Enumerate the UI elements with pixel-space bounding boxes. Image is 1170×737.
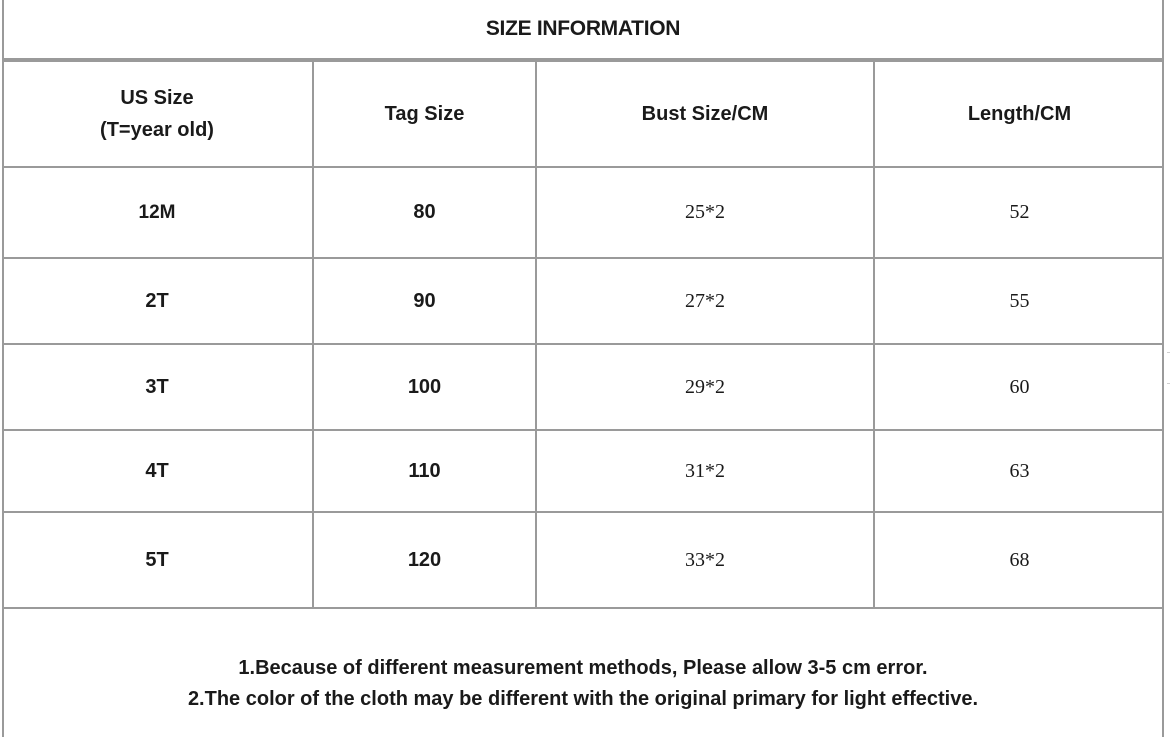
table-header-row [2,61,1164,167]
cell-us-size: 12M [2,167,313,258]
cell-length: 52 [874,167,1164,258]
table-row [2,344,1164,430]
cell-bust-size: 29*2 [536,344,874,430]
header-length: Length/CM [874,61,1164,167]
cell-length: 60 [874,344,1164,430]
header-tag-size: Tag Size [313,61,536,167]
cell-tag-size: 100 [313,344,536,430]
cell-us-size: 5T [2,512,313,608]
cell-us-size: 3T [2,344,313,430]
cell-tag-size: 110 [313,430,536,512]
cell-tag-size: 120 [313,512,536,608]
header-bust-size: Bust Size/CM [536,61,874,167]
cell-us-size: 4T [2,430,313,512]
cell-length: 68 [874,512,1164,608]
header-us-size [2,61,313,167]
cell-bust-size: 33*2 [536,512,874,608]
notes-section [2,608,1164,737]
cell-length: 55 [874,258,1164,344]
size-chart-title: SIZE INFORMATION [2,0,1164,60]
cell-tag-size: 80 [313,167,536,258]
cell-bust-size: 25*2 [536,167,874,258]
header-us-size-line1: US Size [120,87,194,109]
table-row [2,258,1164,344]
note-measurement-error: 1.Because of different measurement methods, Please allow 3-5 cm error. [238,656,928,679]
note-color-difference: 2.The color of the cloth may be different with the original primary for light effective. [187,687,979,710]
cell-us-size: 2T [2,258,313,344]
table-row [2,430,1164,512]
size-table [2,60,1164,609]
cell-bust-size: 27*2 [536,258,874,344]
table-row [2,512,1164,608]
cell-length: 63 [874,430,1164,512]
header-us-size-line2: (T=year old) [100,119,214,141]
cell-tag-size: 90 [313,258,536,344]
table-row [2,167,1164,258]
cell-bust-size: 31*2 [536,430,874,512]
